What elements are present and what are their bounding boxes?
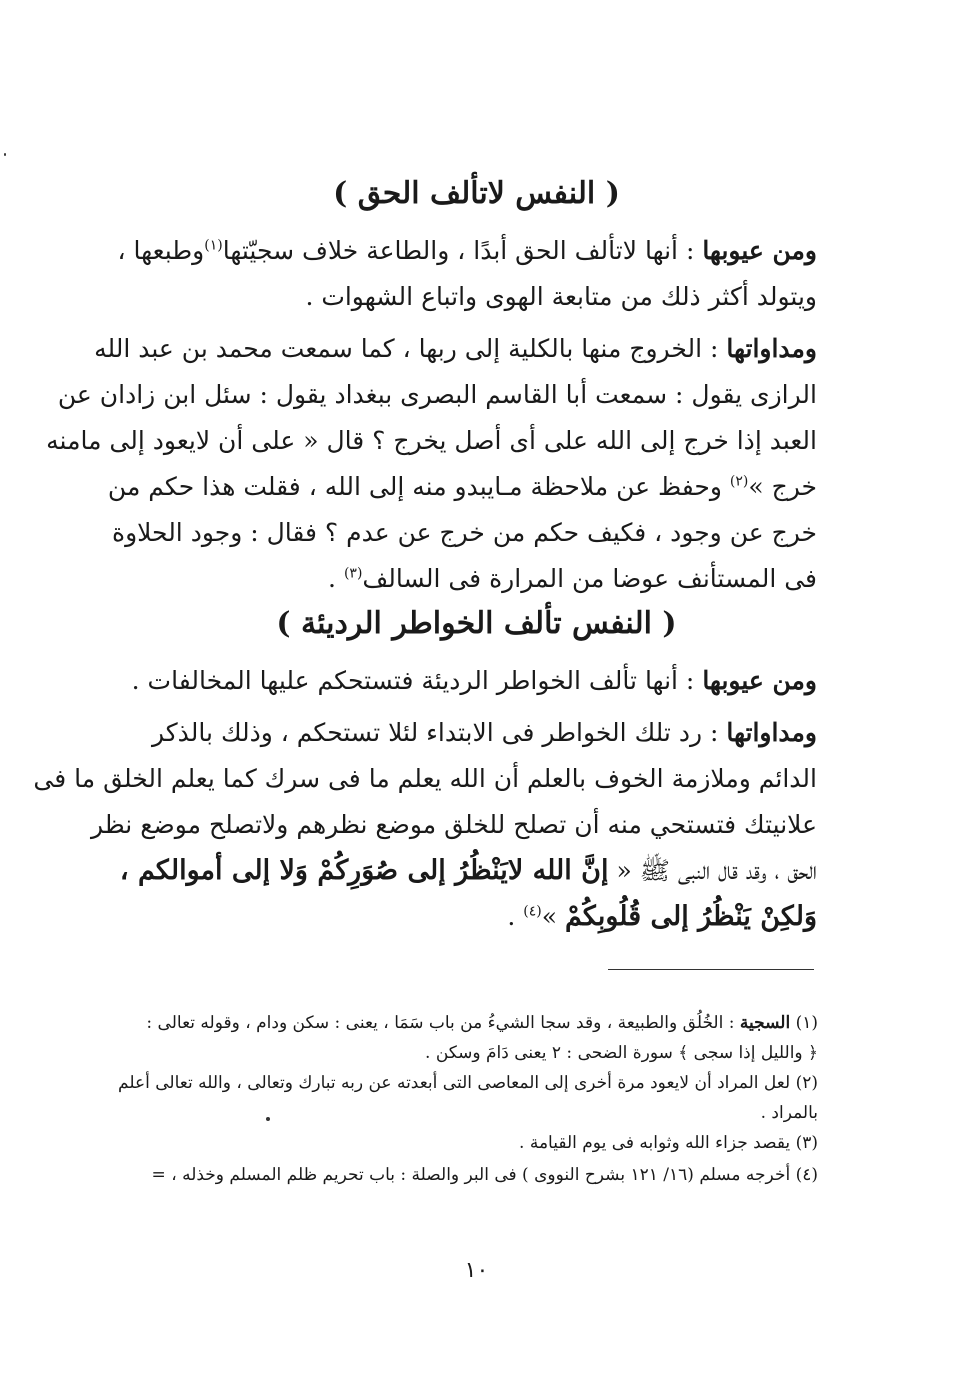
text-line (117, 228, 817, 274)
footnote-number: (٢) (790, 1073, 818, 1093)
paragraph-lead: ومن عيوبها (702, 236, 817, 265)
text-line: ويتولد أكثر ذلك من متابعة الهوى واتباع الشهوات . (305, 282, 817, 311)
text-line: خرج عن وجود ، فكيف حكم من خرج عن عدم ؟ فقال : وجود الحلاوة (111, 518, 817, 547)
footnote-ref: (٤) (523, 903, 542, 920)
text-run: الحق ، وقد قال النبى ﷺ « (608, 856, 817, 885)
scan-speck (4, 153, 6, 156)
paragraph-lead: ومداواتها (726, 334, 817, 363)
text-run: . (507, 902, 524, 931)
footnote-line (140, 1128, 818, 1158)
hadith-text: وَلكِنْ يَنْظُرُ إلى قُلُوبِكُمْ (564, 901, 817, 932)
text-line (94, 326, 817, 372)
footnote-line (140, 1160, 818, 1190)
text-run: خرج » (748, 472, 817, 501)
paragraph-lead: ومداواتها (726, 718, 817, 747)
footnote-text: يقصد جزاء الله وثوابه فى يوم القيامة . (519, 1133, 791, 1153)
footnote-number: (١) (790, 1013, 818, 1033)
footnote-line: بالمراد . (760, 1103, 818, 1123)
text-run: : أنها لاتألف الحق أبدًا ، والطاعة خلاف سجيّتها (222, 236, 703, 265)
footnote-ref: (٣) (343, 565, 363, 582)
footnote-term: السجية (739, 1013, 791, 1033)
scan-speck (266, 1117, 270, 1121)
text-line: الرازى يقول : سمعت أبا القاسم البصرى ببغداد يقول : سئل ابن زادان عن (57, 380, 817, 409)
page-number: ١٠ (464, 1258, 489, 1283)
text-line: العبد إذا خرج إلى الله على أى أصل يخرج ؟ قال « على أن لايعود إلى مامنه (46, 426, 817, 455)
text-run: . (328, 564, 344, 593)
text-run: وطبعها ، (117, 236, 205, 265)
footnote-ref: (١) (204, 237, 223, 254)
footnote-number: (٤) (790, 1165, 818, 1185)
section-heading: ( النفس تألف الخواطر الرديئة ) (276, 606, 677, 641)
text-line (145, 894, 817, 940)
paragraph-lead: ومن عيوبها (702, 666, 817, 695)
footnote-text: لعل المراد أن لايعود مرة أخرى إلى المعاصى التى أبعدته عن ربه تبارك وتعالى ، والله تعالى أعلم (118, 1073, 791, 1093)
text-run: وحفظ عن ملاحظة مـايبدو منه إلى الله ، فقلت هذا حكم من (107, 472, 730, 501)
text-line (145, 556, 817, 602)
footnote-separator (608, 969, 814, 970)
text-line (107, 464, 817, 510)
text-line: علانيتك فتستحي منه أن تصلح للخلق موضع نظرهم ولاتصلح موضع نظر (91, 810, 817, 839)
footnote-text: : الخُلُق والطبيعة ، وقد سجا الشيءُ من باب سَمَا ، يعنى : سكن ودام ، وقوله تعالى : (146, 1013, 740, 1033)
text-run: : رد تلك الخواطر فى الابتداء لئلا تستحكم ، وذلك بالذكر (151, 718, 727, 747)
text-run: : أنها تألف الخواطر الرديئة فتستحكم عليها المخالفات . (131, 666, 703, 695)
hadith-text: إنَّ الله لايَنْظُرُ إلى صُوَرِكُمْ وَلا إلى أموالكم ، (119, 855, 609, 886)
text-line (119, 848, 817, 894)
footnote-ref: (٢) (729, 473, 749, 490)
text-run: : الخروج منها بالكلية إلى ربها ، كما سمعت محمد بن عبد الله (94, 334, 727, 363)
footnote-text: أخرجه مسلم (١٦/ ١٢١ بشرح النووى ) فى البر والصلة : باب تحريم ظلم المسلم وخذله ، = (151, 1165, 791, 1185)
footnote-line (140, 1008, 818, 1038)
text-run: » (541, 902, 565, 931)
text-line: الدائم وملازمة الخوف بالعلم أن الله يعلم ما فى سرك كما يعلم الخلق ما فى (33, 764, 817, 793)
section-heading: ( النفس لاتألف الحق ) (333, 176, 620, 211)
footnote-line: ﴿ والليل إذا سجى ﴾ سورة الضحى : ٢ يعنى دَامَ وسكن . (425, 1043, 818, 1063)
footnote-number: (٣) (790, 1133, 818, 1153)
text-run: فى المستأنف عوضا من المرارة فى السالف (362, 564, 817, 593)
footnote-line (118, 1068, 818, 1098)
text-line (131, 658, 817, 704)
text-line (145, 710, 817, 756)
